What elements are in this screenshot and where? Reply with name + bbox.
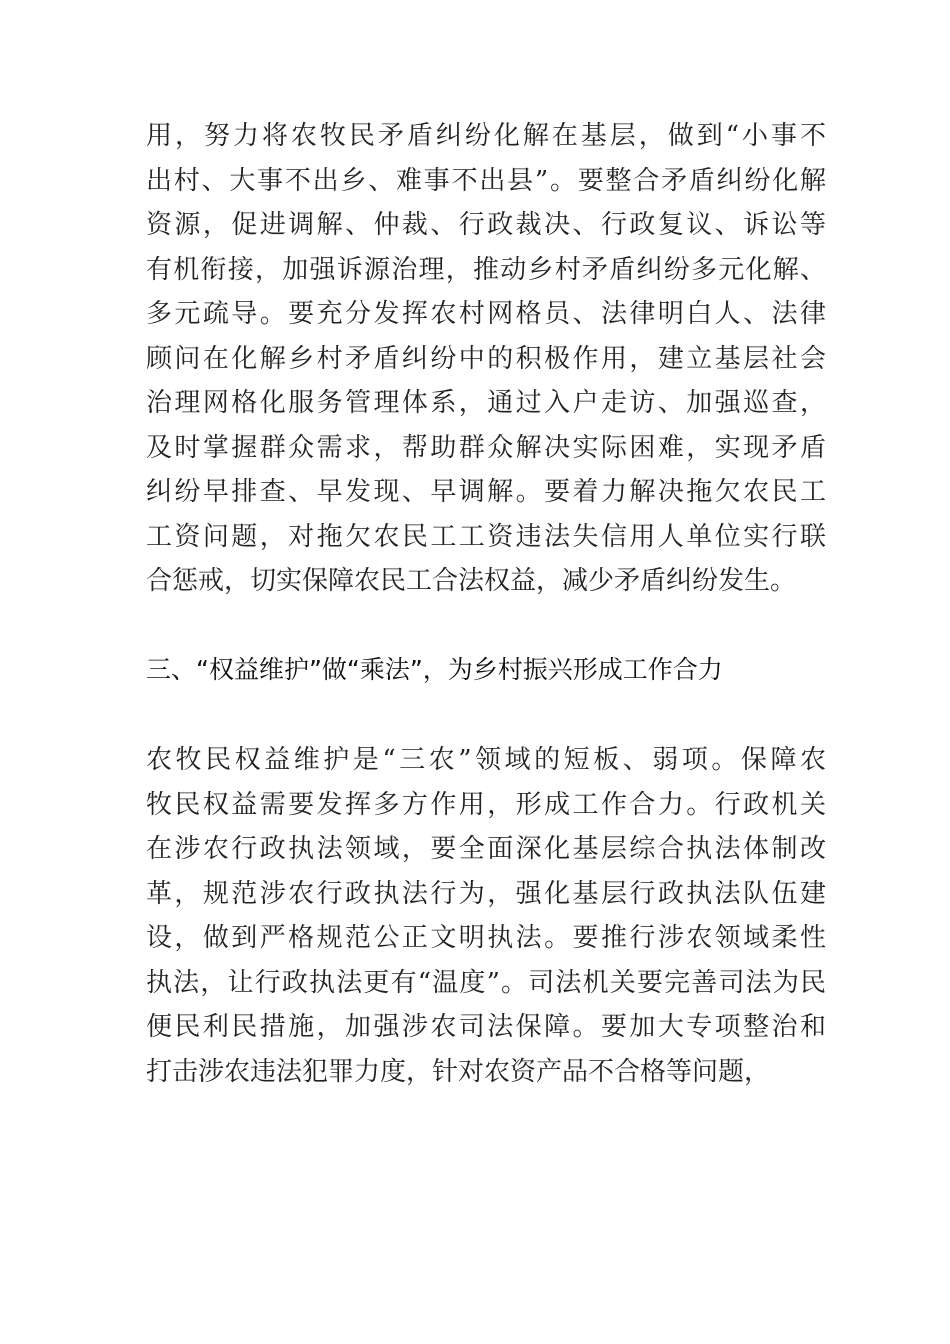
paragraph-1-line: 资源，促进调解、仲裁、行政裁决、行政复议、诉讼等 (146, 210, 826, 240)
paragraph-2 (146, 738, 826, 1094)
paragraph-1-line: 及时掌握群众需求，帮助群众解决实际困难，实现矛盾 (146, 432, 826, 463)
paragraph-1-line: 出村、大事不出乡、难事不出县”。要整合矛盾纠纷化解 (146, 165, 826, 196)
paragraph-2-line: 农牧民权益维护是“三农”领域的短板、弱项。保障农 (146, 745, 826, 775)
paragraph-2-line: 设，做到严格规范公正文明执法。要推行涉农领域柔性 (146, 923, 826, 953)
section-heading: 三、“权益维护”做“乘法”，为乡村振兴形成工作合力 (146, 655, 723, 684)
paragraph-2-line: 在涉农行政执法领域，要全面深化基层综合执法体制改 (146, 834, 826, 864)
paragraph-2-line: 打击涉农违法犯罪力度，针对农资产品不合格等问题， (146, 1056, 771, 1087)
paragraph-2-line: 便民利民措施，加强涉农司法保障。要加大专项整治和 (146, 1012, 826, 1042)
paragraph-2-line: 革，规范涉农行政执法行为，强化基层行政执法队伍建 (146, 878, 826, 909)
paragraph-1-line: 纠纷早排查、早发现、早调解。要着力解决拖欠农民工 (146, 477, 826, 507)
paragraph-1-line: 顾问在化解乡村矛盾纠纷中的积极作用，建立基层社会 (146, 343, 826, 374)
paragraph-1-line: 多元疏导。要充分发挥农村网格员、法律明白人、法律 (146, 299, 826, 329)
paragraph-1-line: 有机衔接，加强诉源治理，推动乡村矛盾纠纷多元化解、 (146, 254, 826, 285)
paragraph-1-line: 治理网格化服务管理体系，通过入户走访、加强巡查， (146, 388, 826, 418)
paragraph-2-line: 执法，让行政执法更有“温度”。司法机关要完善司法为民 (146, 967, 826, 998)
paragraph-2-line: 牧民权益需要发挥多方作用，形成工作合力。行政机关 (146, 789, 826, 820)
paragraph-1 (146, 114, 826, 604)
paragraph-1-line: 用，努力将农牧民矛盾纠纷化解在基层，做到“小事不 (146, 121, 826, 151)
paragraph-1-line: 合惩戒，切实保障农民工合法权益，减少矛盾纠纷发生。 (146, 566, 797, 596)
paragraph-1-line: 工资问题，对拖欠农民工工资违法失信用人单位实行联 (146, 521, 826, 552)
